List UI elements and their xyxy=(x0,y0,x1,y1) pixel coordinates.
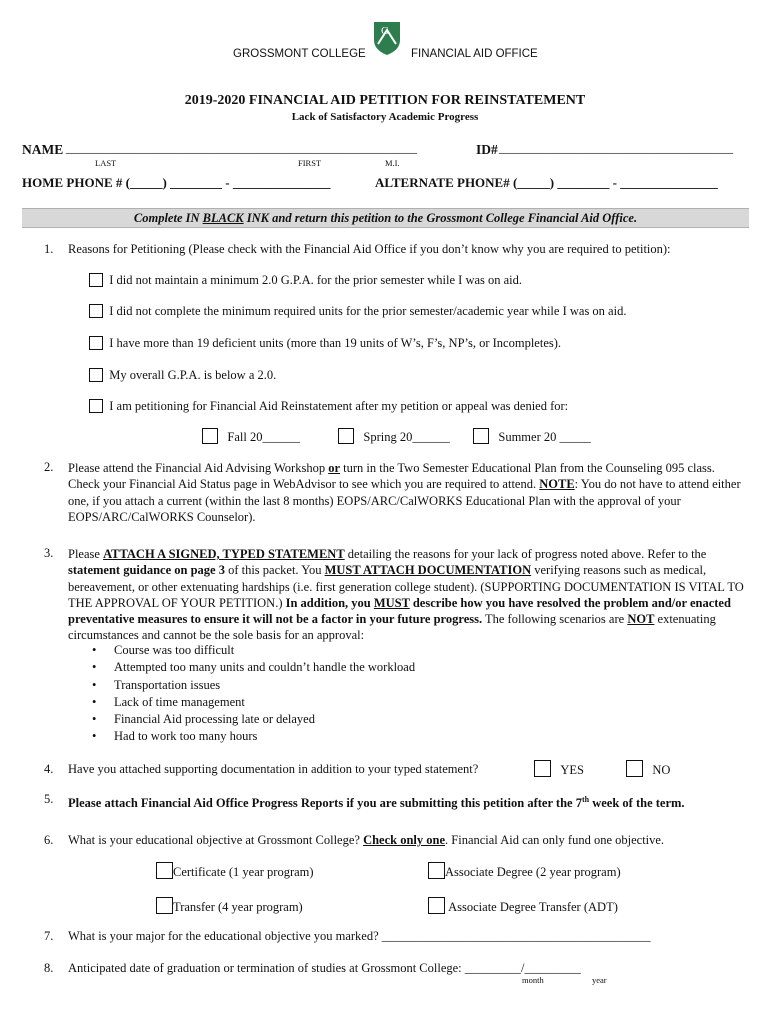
list-item: • Course was too difficult xyxy=(92,642,415,659)
objective-adt[interactable] xyxy=(428,897,618,915)
item4-number: 4. xyxy=(44,762,54,776)
banner-black: BLACK xyxy=(202,211,244,225)
reason-option[interactable] xyxy=(89,273,522,288)
item6-number: 6. xyxy=(44,833,54,847)
item3-text: Please ATTACH A SIGNED, TYPED STATEMENT detailing the reasons for your lack of progress noted above. Refer to the statement guidance on page 3 of this packet. You MUST ATTACH DOCUMENTATION verifying reasons such as medical, bereavement, or other extenuating hardships (i.e. first generation college student). (SUPPORTING DOCUMENTATION IS VITAL TO THE APPROVAL OF YOUR PETITION.) In addition, you MUST describe how you have resolved the problem and/or enacted preventative measures to ensure it will not be a factor in your future progress. The following scenarios are NOT extenuating circumstances and cannot be the sole basis for an approval: xyxy=(68,547,744,643)
last-label: LAST xyxy=(95,158,117,168)
reason-option[interactable] xyxy=(89,399,568,414)
objective-associate[interactable] xyxy=(428,862,621,880)
yes-option[interactable] xyxy=(534,760,584,778)
reason-label: My overall G.P.A. is below a 2.0. xyxy=(109,368,277,382)
instruction-banner xyxy=(22,208,749,228)
term-fall[interactable]: Fall 20______ xyxy=(202,428,300,445)
list-item: • Transportation issues xyxy=(92,677,415,694)
checkbox[interactable] xyxy=(202,428,218,444)
checkbox[interactable] xyxy=(626,760,643,777)
checkbox[interactable] xyxy=(473,428,489,444)
checkbox[interactable] xyxy=(428,897,445,914)
list-item: • Attempted too many units and couldn’t handle the workload xyxy=(92,659,415,676)
item5-text: Please attach Financial Aid Office Progress Reports if you are submitting this petition after the 7th week of the term. xyxy=(68,795,685,811)
term-summer[interactable]: Summer 20 _____ xyxy=(473,428,591,445)
item2-text: Please attend the Financial Aid Advising Workshop or turn in the Two Semester Educational Plan from the Counseling 095 class. Check your Financial Aid Status page in WebAdvisor to see which you are required to attend. NOTE: You do not have to attend either one, if you attach a current (within the last 8 months) EOPS/ARC/CalWORKS Educational Plan with the approval of your EOPS/ARC/CalWORKS Counselor). xyxy=(68,461,741,524)
logo-letter: G xyxy=(381,25,389,37)
name-field[interactable]: ______________________________________________________ xyxy=(66,140,417,155)
objective-label: Certificate (1 year program) xyxy=(173,865,314,879)
reason-option[interactable] xyxy=(89,368,276,383)
item4-text: Have you attached supporting documentation in addition to your typed statement? xyxy=(68,762,479,776)
no-option[interactable] xyxy=(626,760,670,778)
reason-option[interactable] xyxy=(89,304,626,319)
checkbox[interactable] xyxy=(338,428,354,444)
reason-label: I have more than 19 deficient units (more than 19 units of W’s, F’s, NP’s, or Incompletes). xyxy=(109,336,562,350)
list-item: • Had to work too many hours xyxy=(92,728,415,745)
list-item: • Financial Aid processing late or delayed xyxy=(92,711,415,728)
banner-text-1: Complete IN xyxy=(133,211,203,225)
item3-number: 3. xyxy=(44,546,54,560)
college-name: GROSSMONT COLLEGE xyxy=(233,48,366,60)
banner-text-2: INK and return this petition to the Grossmont College Financial Aid Office. xyxy=(243,211,638,225)
checkbox[interactable] xyxy=(89,368,103,382)
non-extenuating-list xyxy=(92,642,415,746)
name-label: NAME xyxy=(22,142,64,157)
checkbox[interactable] xyxy=(428,862,445,879)
no-label: NO xyxy=(652,763,671,777)
grossmont-shield-logo xyxy=(372,20,402,56)
term-label: Fall 20 xyxy=(227,430,263,444)
item1-number: 1. xyxy=(44,242,54,256)
office-name: FINANCIAL AID OFFICE xyxy=(411,48,538,60)
item8-number: 8. xyxy=(44,961,54,975)
page-subtitle: Lack of Satisfactory Academic Progress xyxy=(291,111,479,123)
term-label: Summer 20 xyxy=(498,430,557,444)
objective-transfer[interactable] xyxy=(156,897,303,915)
mi-label: M.I. xyxy=(385,158,400,168)
checkbox[interactable] xyxy=(89,399,103,413)
checkbox[interactable] xyxy=(89,336,103,350)
objective-label: Associate Degree (2 year program) xyxy=(445,865,621,879)
objective-label: Transfer (4 year program) xyxy=(173,900,303,914)
item2-number: 2. xyxy=(44,460,54,474)
yes-label: YES xyxy=(560,763,584,777)
graduation-date-field[interactable]: Anticipated date of graduation or termination of studies at Grossmont College: _________/_________ xyxy=(68,961,581,975)
item5-number: 5. xyxy=(44,792,54,806)
month-label: month xyxy=(522,975,544,985)
item6-text: What is your educational objective at Grossmont College? Check only one. Financial Aid can only fund one objective. xyxy=(68,833,665,847)
major-field[interactable]: What is your major for the educational objective you marked? ___________________________________________ xyxy=(68,929,651,943)
id-field[interactable]: ____________________________________ xyxy=(499,140,733,155)
checkbox[interactable] xyxy=(156,862,173,879)
checkbox[interactable] xyxy=(156,897,173,914)
reason-label: I did not maintain a minimum 2.0 G.P.A. for the prior semester while I was on aid. xyxy=(109,273,523,287)
checkbox[interactable] xyxy=(89,304,103,318)
id-label: ID# xyxy=(476,142,498,157)
alternate-phone-field[interactable]: ALTERNATE PHONE# (_____) ________ - _______________ xyxy=(375,175,718,190)
term-label: Spring 20 xyxy=(363,430,413,444)
term-spring[interactable]: Spring 20______ xyxy=(338,428,450,445)
year-label: year xyxy=(592,975,607,985)
list-item: • Lack of time management xyxy=(92,694,415,711)
objective-certificate[interactable] xyxy=(156,862,314,880)
objective-label: Associate Degree Transfer (ADT) xyxy=(448,900,618,914)
checkbox[interactable] xyxy=(534,760,551,777)
reason-option[interactable] xyxy=(89,336,561,351)
page-title: 2019-2020 FINANCIAL AID PETITION FOR REINSTATEMENT xyxy=(184,93,586,108)
item1-text: Reasons for Petitioning (Please check with the Financial Aid Office if you don’t know why you are required to petition): xyxy=(68,242,671,256)
first-label: FIRST xyxy=(298,158,322,168)
checkbox[interactable] xyxy=(89,273,103,287)
reason-label: I did not complete the minimum required units for the prior semester/academic year while I was on aid. xyxy=(109,304,627,318)
item7-number: 7. xyxy=(44,929,54,943)
reason-label: I am petitioning for Financial Aid Reinstatement after my petition or appeal was denied for: xyxy=(109,399,569,413)
home-phone-field[interactable]: HOME PHONE # (_____) ________ - _______________ xyxy=(22,175,331,190)
